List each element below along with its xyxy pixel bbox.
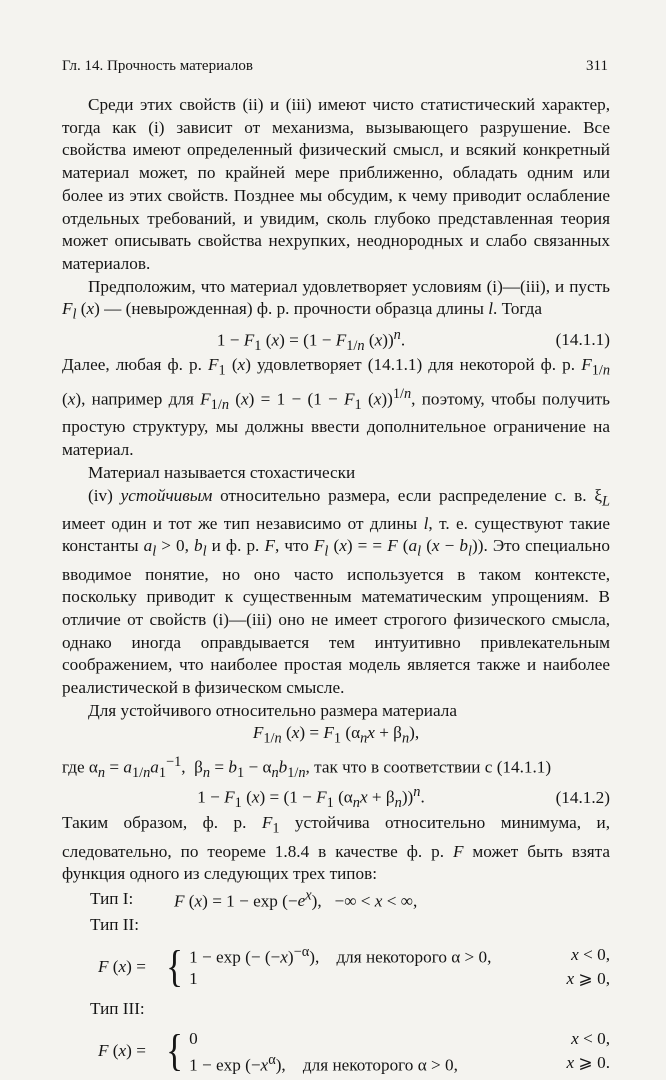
paragraph-properties: Среди этих свойств (ii) и (iii) имеют чисто статистический характер, тогда как (i) зависит от механизма, вызывающего разрушение. Все свойства имеют определенный физический смысл, и всякий конкретный материал может, по крайней мере приближенно, обладать одним или более из этих свойств. Позднее мы обсудим, к чему приводит ослабление отдельных требований, и увидим, сколь глубоко представленная теория может описывать свойства нехрупких, неоднородных и слабо связанных материалов.	[62, 95, 610, 273]
type-1-formula: F $(x) = 1 - \exp (-e^x)$, −∞ < x < ∞,	[174, 887, 418, 911]
type-1-row	[62, 886, 610, 912]
page-body	[62, 94, 610, 1080]
paragraph-stochastic: Материал называется стохастически	[88, 462, 356, 482]
paragraph-conclusion: Таким образом, ф. р. $F_1$ устойчива относительно минимума, и, следовательно, по теореме 1.8.4 в качестве ф. р. F может быть взята функция одного из следующих трех типов:	[62, 813, 611, 884]
left-brace: {	[166, 1025, 184, 1075]
equation-14-1-1: $1 - F_1$ $(x) = (1 - F_{1/n}$ (x))$^n$. (14.1.1)	[216, 326, 610, 354]
paragraph-where: где $\alpha_n = a_{1/n}a_1^{-1}$, $\beta_n = b_1 - \alpha_nb_{1/n}$, так что в соответствии с (14.1.1)	[62, 753, 552, 781]
equation-14-1-2: $1 - F_1$ $(x) = (1 - F_1$ $(\alpha_nx + \beta_n))^n$. (14.1.2)	[197, 784, 610, 812]
type-3-label: Тип III:	[90, 998, 145, 1018]
left-brace: {	[166, 941, 184, 991]
paragraph-assumption: Предположим, что материал удовлетворяет условиям (i)—(iii), и пусть $F_l$ (x) — (невырожденная) ф. р. прочности образца длины l. Тогда	[62, 276, 610, 323]
type-3-formula: F (x) = { 0 x < 0, $1 - \exp (-x^\alpha)$, для некоторого α > 0, x ⩾ 0.	[98, 1025, 610, 1075]
paragraph-stable-material: Для устойчивого относительно размера материала	[88, 700, 457, 720]
page-header	[62, 58, 608, 78]
running-head: Гл. 14. Прочность материалов	[62, 58, 253, 74]
equation-stable: $F_{1/n}$ $(x) = F_1$ $(\alpha_nx + \beta_n)$,	[252, 723, 420, 747]
paragraph-property-iv: (iv) устойчивым относительно размера, если распределение с. в. $\xi_L$ имеет один и тот же тип независимо от длины l, т. е. существуют такие константы $a_l > 0$, $b_l$ и ф. р. F, что $F_l$ (x) = = F ($a_l$ $(x - b_l)$). Это специально вводимое понятие, но оно часто используется в таком контексте, поскольку приводит к существенным математическим упрощениям. В отличие от свойств (i)—(iii) оно не имеет строгого физического смысла, однако иногда оправдывается тем интуитивно привлекательным соображением, что наиболее простая модель является также и наиболее реалистической в физическом смысле.	[62, 485, 611, 698]
type-1-label: Тип I:	[90, 888, 134, 908]
type-2-formula: F (x) = { 1 − exp (− $(-x)^{-\alpha}$), для некоторого α > 0, x < 0, 1 x ⩾ 0,	[98, 941, 610, 991]
equation-number: (14.1.2)	[555, 788, 610, 808]
equation-number: (14.1.1)	[555, 330, 610, 350]
type-2-label: Тип II:	[90, 914, 139, 934]
page-number: 311	[586, 58, 608, 74]
type-2-row	[62, 912, 610, 938]
paragraph-further: Далее, любая ф. р. $F_1$ (x) удовлетворяет (14.1.1) для некоторой ф. р. $F_{1/n}$ (x), например для $F_{1/n}$ $(x) = 1 - (1 - F_1$ (x))$^{1/n}$, поэтому, чтобы получить простую структуру, мы должны ввести дополнительное ограничение на материал.	[62, 355, 611, 460]
